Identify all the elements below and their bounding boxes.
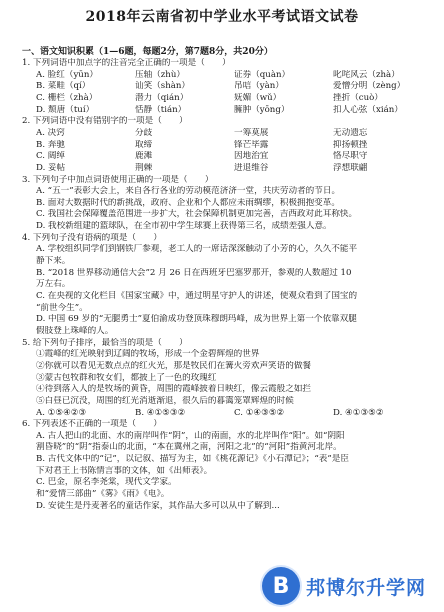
question-line: D. 安徒生是丹麦著名的童话作家，其作品大多可以从中了解到...	[36, 500, 280, 511]
option-row	[36, 81, 432, 92]
question-line: C. 在央视的文化栏目《国家宝藏》中，通过明星守护人的讲述，使观众看到了国宝的	[36, 291, 358, 301]
option-cell: C. ①④③⑤②	[234, 407, 285, 418]
exam-title: 2018年云南省初中学业水平考试语文试卷	[85, 9, 359, 25]
option-row	[36, 408, 432, 419]
option-row	[36, 140, 432, 151]
question-line: ⑤白昼已沉没，周围的红光消逝渐退，很久后的暮霭笼罩辉煌的时候	[36, 395, 294, 406]
question-line: ③蒙古包牧群和牧女们，都披上了一色的玫瑰红	[36, 372, 217, 383]
question-line: 假肢登上珠峰的人。	[36, 325, 114, 336]
question-line: “前世今生”。	[36, 302, 88, 313]
option-cell: C. 栅栏（zhà）	[36, 92, 98, 103]
question-line	[36, 128, 432, 139]
question-line	[36, 70, 432, 81]
watermark	[262, 566, 438, 606]
watermark-logo-icon: B	[262, 567, 300, 605]
question-line: 5. 给下列句子排序，最恰当的项是（ ）	[22, 337, 188, 348]
question-line: A. “五一”表彰大会上，来自各行各业的劳动模范济济一堂，共庆劳动者的节日。	[36, 186, 341, 197]
question-line: 1. 下列词语中加点字的注音完全正确的一项是（ ）	[22, 58, 231, 68]
option-cell: 挫折（cuò）	[333, 92, 383, 103]
option-cell: 无动遗忘	[333, 127, 368, 138]
option-cell: A. 决窍	[36, 127, 65, 138]
question-line: A. 古人把山的北面、水的南岸叫作“阴”，山的南面，水的北岸叫作“阳”。如“阴阳	[36, 430, 345, 441]
option-cell: D. 颓唐（tuí）	[36, 104, 95, 115]
option-cell: 因地治宜	[234, 151, 269, 162]
option-row	[36, 128, 432, 139]
option-row	[36, 70, 432, 81]
option-cell: 叱咤风云（zhà）	[333, 69, 400, 80]
option-cell: B. 奔驰	[36, 139, 65, 150]
option-cell: D. ④①③⑤②	[333, 407, 384, 418]
option-cell: 分歧	[135, 127, 153, 138]
option-cell: 恪尽职守	[333, 151, 368, 162]
option-cell: 一筹莫展	[234, 127, 269, 138]
question-line	[36, 163, 432, 174]
option-cell: 臃肿（yōng）	[234, 104, 290, 115]
option-cell: 爱憎分明（zèng）	[333, 81, 406, 92]
question-line	[36, 105, 432, 116]
question-line	[36, 151, 432, 162]
option-cell: C. 阔绰	[36, 151, 65, 162]
option-cell: 潜力（qián）	[135, 92, 189, 103]
option-cell: 鹿滩	[135, 151, 153, 162]
option-cell: A. 脸红（yūn）	[36, 69, 98, 80]
section-heading: 一、语文知识积累（1—6题，每题2分，第7题8分，共20分）	[22, 47, 273, 57]
question-line: C. 我国社会保障覆盖范围进一步扩大，社会保障机制更加完善，吉西政对此耳称快。	[36, 209, 358, 220]
question-line: D. 我校新组建的篮球队，在全市初中学生球赛上获得第三名，成绩差强人意。	[36, 221, 332, 232]
option-cell: 压轴（zhù）	[135, 69, 185, 80]
question-line: B. “2018 世界移动通信大会”2 月 26 日在西班牙巴塞罗那开，参观的人数超过 10	[36, 267, 352, 278]
question-line	[36, 93, 432, 104]
question-line: 下对君王上书陈情言事的文体，如《出师表》。	[36, 465, 213, 476]
option-cell: A. ①⑤④②③	[36, 407, 87, 418]
question-line: C. 巴金，原名李尧棠，现代文学家。	[36, 477, 177, 488]
question-line: 和“爱情三部曲”《雾》《雨》《电》。	[36, 489, 170, 500]
option-cell: 锋芒毕露	[234, 139, 269, 150]
option-cell: 取缔	[135, 139, 153, 150]
question-line	[36, 408, 432, 419]
option-cell: D. 妥帖	[36, 162, 66, 173]
question-line: 万左右。	[36, 279, 71, 290]
question-line: 6. 下列表述不正确的一项是（ ）	[22, 419, 162, 430]
question-line	[36, 140, 432, 151]
option-row	[36, 163, 432, 174]
option-row	[36, 151, 432, 162]
option-row	[36, 93, 432, 104]
option-cell: 抑扬顿挫	[333, 139, 368, 150]
option-cell: 恬静（tián）	[135, 104, 187, 115]
question-line: 4. 下列句子没有语病的项是（ ）	[22, 232, 162, 243]
question-line: 静下来。	[36, 256, 71, 267]
question-line: ④待到落入人的是牧场的黄昏，周围的霞峰披着日映红，像云霞般之如拦	[36, 384, 312, 395]
option-cell: 荆棘	[135, 162, 153, 173]
question-line: ①霞峰的红光映射到辽阔的牧场，形成一个金碧辉煌的世界	[36, 349, 260, 360]
question-line: 2. 下列词语中没有错别字的一项是（ ）	[22, 116, 188, 127]
option-cell: 扣人心弦（xián）	[333, 104, 403, 115]
question-line: B. 面对大数据时代的新挑战，政府、企业和个人都应未雨绸缪，积极拥抱变革。	[36, 197, 340, 208]
question-line: D. 中国 69 岁的“无腿勇士”夏伯渝成功登顶珠穆朗玛峰，成为世界上第一个依靠双腿	[36, 314, 357, 325]
question-line	[36, 81, 432, 92]
question-line: 割昏晓”的“阴”指泰山的北面，“本在冀州之南，河阳之北”的“河阳”指黄河北岸。	[36, 442, 342, 453]
option-cell: 讪笑（shàn）	[135, 81, 190, 92]
option-cell: B. ④①⑤③②	[135, 407, 186, 418]
question-line: ②你就可以看见无数点点的红火光，那是牧民们在篝火旁欢声笑语的做餐	[36, 360, 312, 371]
option-cell: 证券（quàn）	[234, 69, 291, 80]
question-line: B. 古代文体中的“记”，以记叙、描写为主，如《桃花源记》《小石潭记》；“表”是臣	[36, 454, 349, 465]
question-line: A. 学校组织同学们到钢铁厂参观，老工人的一席话深深触动了小芳的心，久久不能平	[36, 244, 358, 255]
option-row	[36, 105, 432, 116]
option-cell: B. 菜畦（qí）	[36, 81, 91, 92]
option-cell: 浮想联翩	[333, 162, 368, 173]
option-cell: 妩媚（wǔ）	[234, 92, 282, 103]
question-line: 3. 下列句子中加点词语使用正确的一项是（ ）	[22, 174, 214, 185]
option-cell: 进退维谷	[234, 162, 269, 173]
watermark-text: 邦博尔升学网	[306, 576, 427, 599]
option-cell: 吊唁（yàn）	[234, 81, 284, 92]
